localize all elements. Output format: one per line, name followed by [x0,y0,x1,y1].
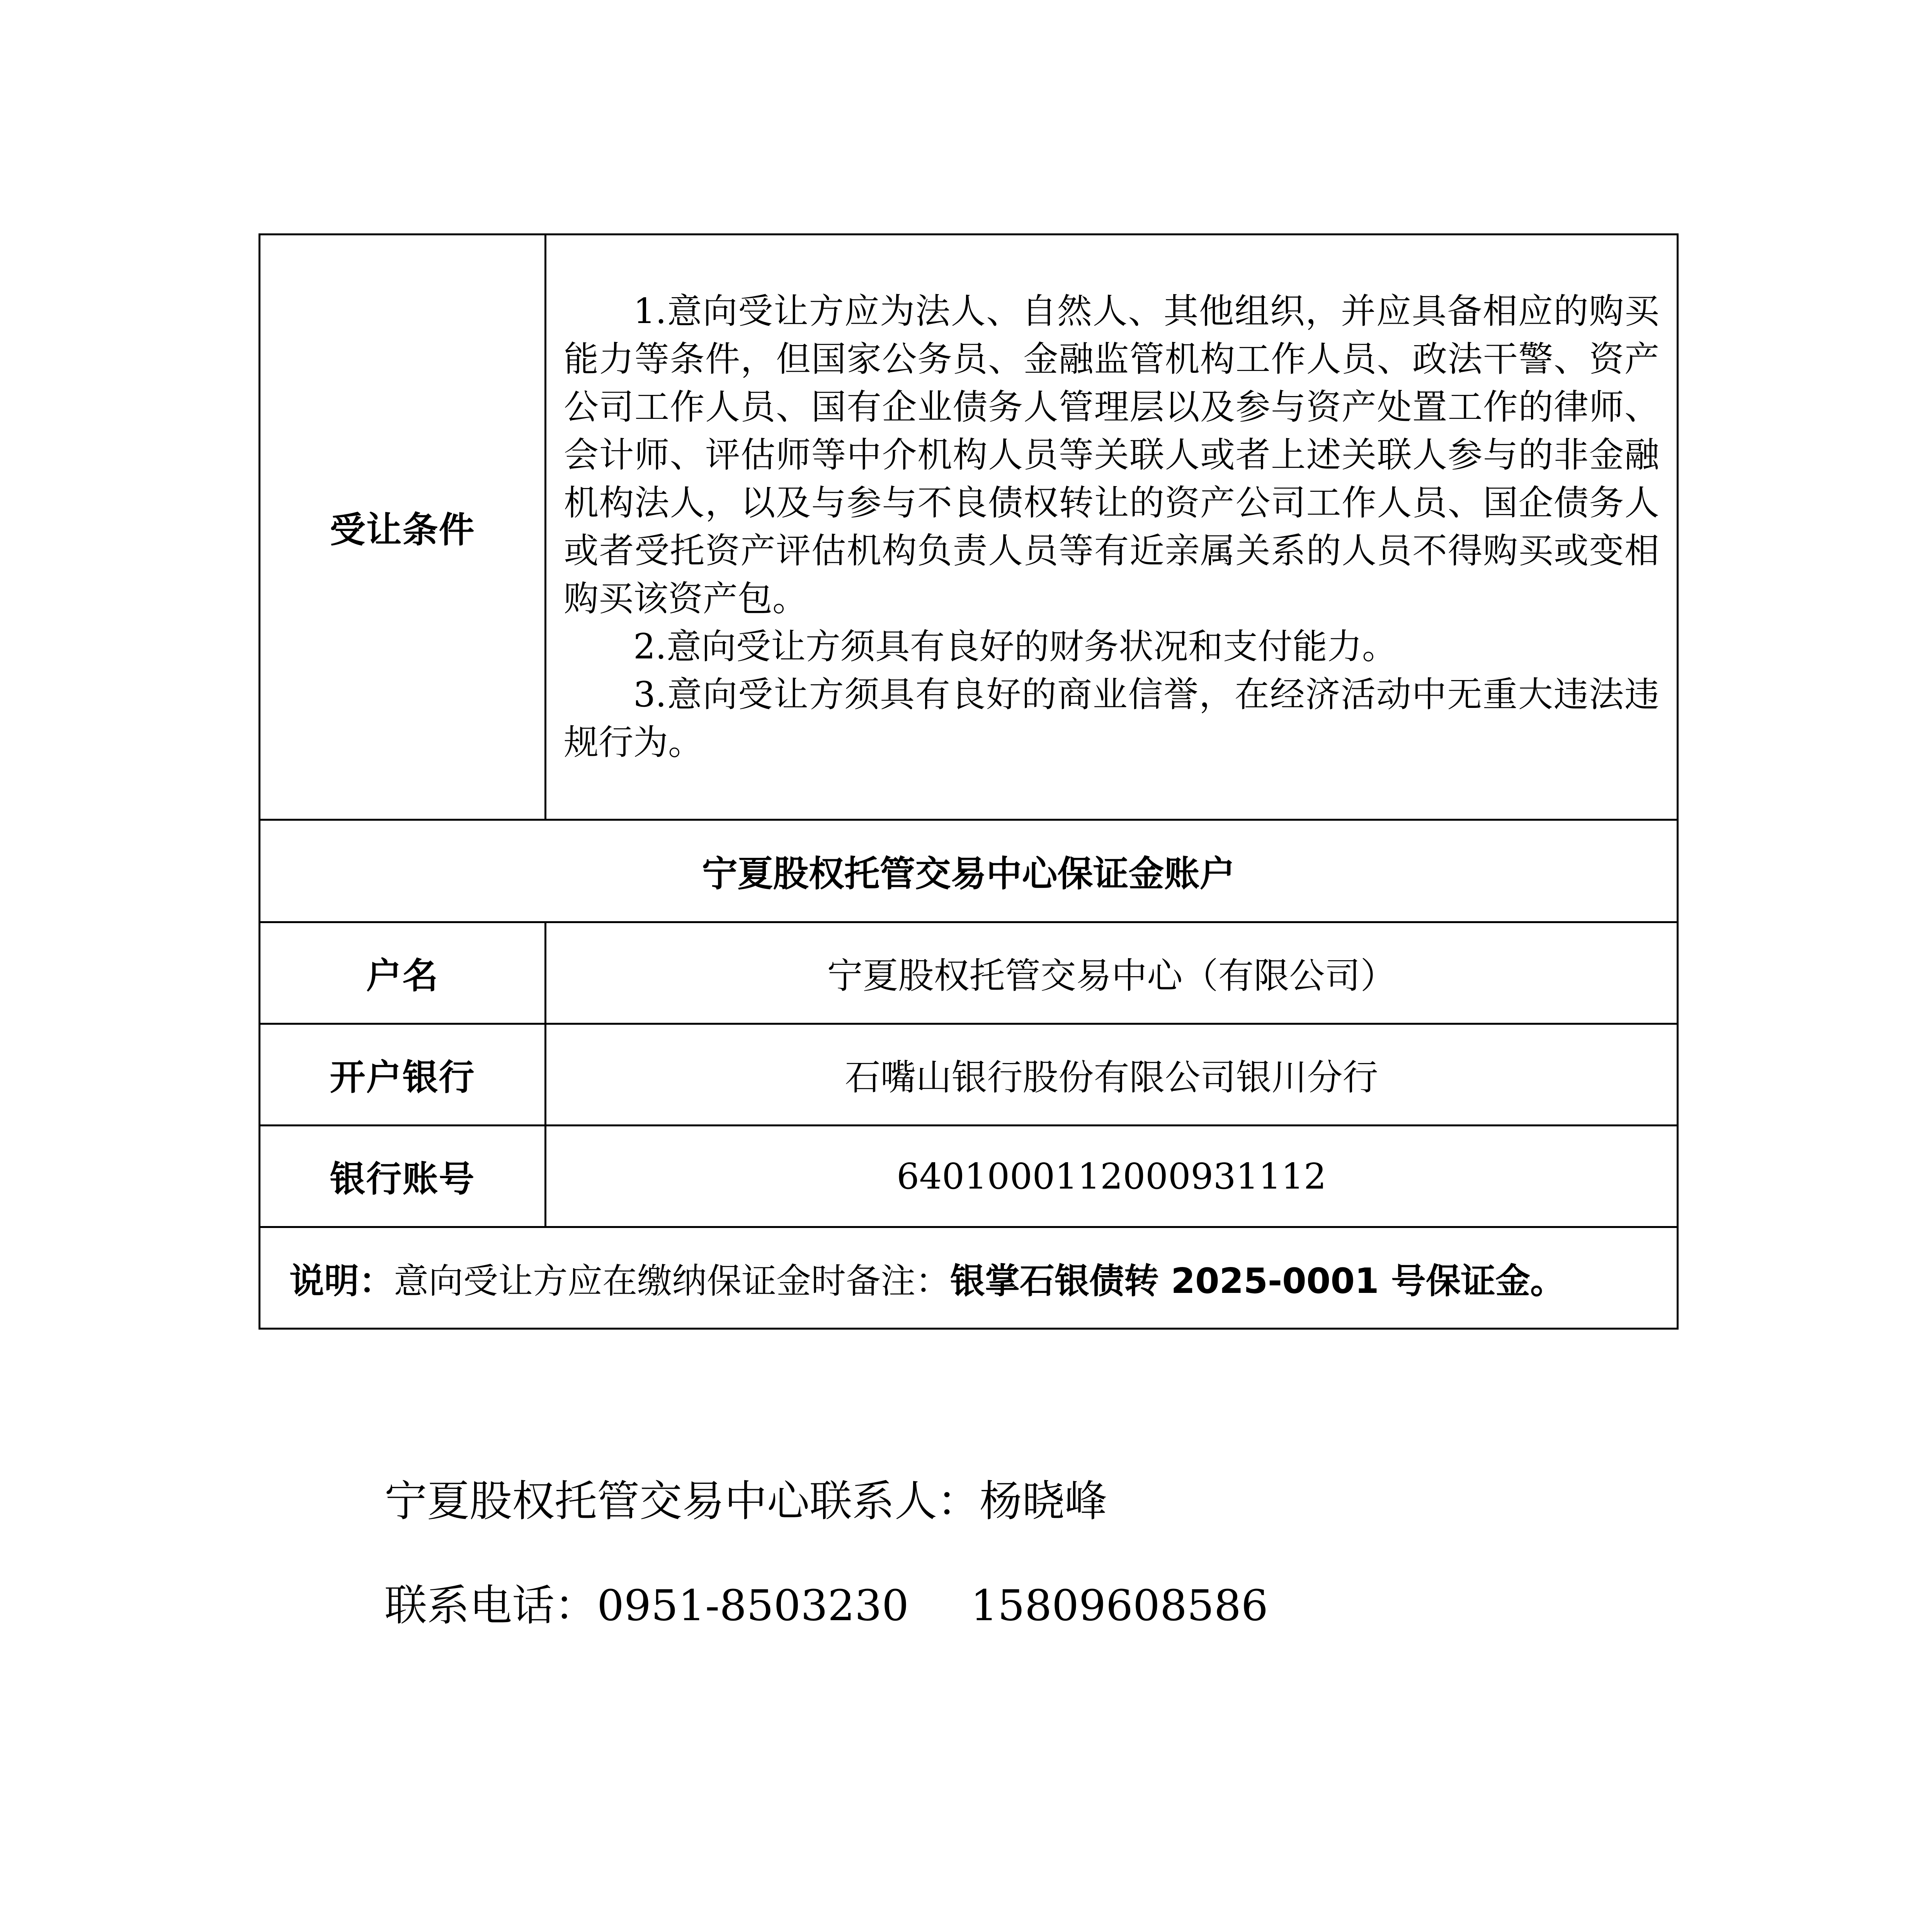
note-cell [260,1227,1678,1329]
condition-paragraph-1: 1.意向受让方应为法人、自然人、其他组织，并应具备相应的购买能力等条件，但国家公务员、金融监管机构工作人员、政法干警、资产公司工作人员、国有企业债务人管理层以及参与资产处置工作的律师、会计师、评估师等中介机构人员等关联人或者上述关联人参与的非金融机构法人，以及与参与不良债权转让的资产公司工作人员、国企债务人或者受托资产评估机构负责人员等有近亲属关系的人员不得购买或变相购买该资产包。 [564,291,1659,619]
contact-phone-label: 联系电话： [384,1581,597,1630]
account-number-value: 6401000112000931112 [546,1126,1678,1227]
note-row [260,1227,1678,1329]
contact-phone-1: 0951-8503230 [597,1581,909,1630]
account-number-row [260,1126,1678,1227]
account-number-label: 银行账号 [260,1126,546,1227]
note-bold-text: 银掌石银债转 2025-0001 号保证金。 [950,1261,1565,1301]
contact-person-label: 宁夏股权托管交易中心联系人： [384,1476,980,1526]
bank-row [260,1024,1678,1126]
account-name-label: 户名 [260,922,546,1024]
contact-person-line [384,1476,1107,1526]
conditions-row [260,235,1678,820]
condition-paragraph-2: 2.意向受让方须具有良好的财务状况和支付能力。 [633,626,1397,667]
contact-phone-2: 15809608586 [971,1581,1268,1630]
account-section-header: 宁夏股权托管交易中心保证金账户 [260,820,1678,922]
contact-person-name: 杨晓峰 [980,1476,1107,1526]
contact-phone-line [384,1580,1268,1631]
account-header-row [260,820,1678,922]
bank-label: 开户银行 [260,1024,546,1126]
note-text: 意向受让方应在缴纳保证金时备注： [394,1261,950,1301]
conditions-content [546,235,1678,820]
conditions-label: 受让条件 [260,235,546,820]
account-name-value: 宁夏股权托管交易中心（有限公司） [546,922,1678,1024]
deposit-info-table [259,233,1679,1330]
account-name-row [260,922,1678,1024]
note-label: 说明： [289,1261,394,1301]
condition-paragraph-3: 3.意向受让方须具有良好的商业信誉，在经济活动中无重大违法违规行为。 [564,674,1659,763]
bank-value: 石嘴山银行股份有限公司银川分行 [546,1024,1678,1126]
